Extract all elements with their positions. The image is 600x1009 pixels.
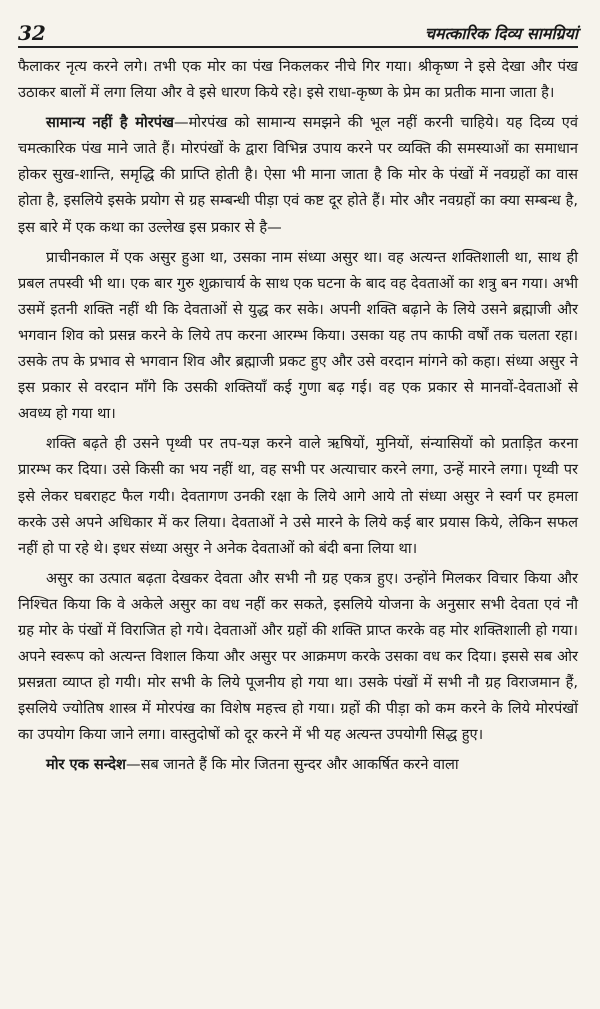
- page-header: [18, 12, 578, 48]
- paragraph: [18, 54, 578, 106]
- paragraph-heading: मोर एक सन्देश: [46, 756, 126, 774]
- paragraph-text: प्राचीनकाल में एक असुर हुआ था, उसका नाम संध्या असुर था। वह अत्यन्त शक्तिशाली था, साथ ही प्रबल तपस्वी भी था। एक बार गुरु शुक्राचार्य के साथ एक घटना के बाद वह देवताओं का शत्रु बन गया। अभी उसमें इतनी शक्ति नहीं थी कि देवताओं से युद्ध कर सके। अपनी शक्ति बढ़ाने के लिये उसने ब्रह्माजी और भगवान शिव को प्रसन्न करने के लिये तप करना आरम्भ किया। उसका यह तप काफी वर्षों तक चलता रहा। उसके तप के प्रभाव से भगवान शिव और ब्रह्माजी प्रकट हुए और उसे वरदान मांगने को कहा। संध्या असुर ने इस प्रकार से वरदान माँगे कि उसकी शक्तियाँ कई गुणा बढ़ गई। वह एक प्रकार से मानवों-देवताओं से अवध्य हो गया था।: [18, 248, 578, 423]
- running-title: चमत्कारिक दिव्य सामग्रियां: [424, 24, 578, 43]
- paragraph: [18, 752, 578, 778]
- paragraph-text: —सब जानते हैं कि मोर जितना सुन्दर और आकर्षित करने वाला: [125, 756, 459, 774]
- paragraph-heading: सामान्य नहीं है मोरपंख: [46, 114, 174, 132]
- body-text: [18, 54, 578, 779]
- paragraph-text: असुर का उत्पात बढ़ता देखकर देवता और सभी नौ ग्रह एकत्र हुए। उन्होंने मिलकर विचार किया और निश्चित किया कि वे अकेले असुर का वध नहीं कर सकते, इसलिये योजना के अनुसार सभी देवता एवं नौ ग्रह मोर के पंखों में विराजित हो गये। देवताओं और ग्रहों की शक्ति प्राप्त करके वह मोर शक्तिशाली हो गया। अपने स्वरूप को अत्यन्त विशाल किया और असुर पर आक्रमण करके उसका वध कर दिया। इससे सब ओर प्रसन्नता व्याप्त हो गयी। मोर सभी के लिये पूजनीय हो गया था। उसके पंखों में सभी नौ ग्रह विराजमान हैं, इसलिये ज्योतिष शास्त्र में मोरपंख का विशेष महत्त्व हो गया। ग्रहों की पीड़ा को कम करने के लिये मोरपंखों का उपयोग किया जाने लगा। वास्तुदोषों को दूर करने में भी यह अत्यन्त उपयोगी सिद्ध हुए।: [18, 569, 578, 744]
- paragraph-text: —मोरपंख को सामान्य समझने की भूल नहीं करनी चाहिये। यह दिव्य एवं चमत्कारिक पंख माने जाते हैं। मोरपंखों के द्वारा विभिन्न उपाय करने पर व्यक्ति की समस्याओं का समाधान होकर सुख-शान्ति, समृद्धि की प्राप्ति होती है। ऐसा भी माना जाता है कि मोर के पंखों में नवग्रहों का वास होता है, इसलिये इसके प्रयोग से ग्रह सम्बन्धी पीड़ा एवं कष्ट दूर होते हैं। मोर और नवग्रहों का क्या सम्बन्ध है, इस बारे में एक कथा का उल्लेख इस प्रकार से है—: [18, 114, 578, 236]
- paragraph-text: शक्ति बढ़ते ही उसने पृथ्वी पर तप-यज्ञ करने वाले ऋषियों, मुनियों, संन्यासियों को प्रताड़ित करना प्रारम्भ कर दिया। उसे किसी का भय नहीं था, वह सभी पर अत्याचार करने लगा, उन्हें मारने लगा। पृथ्वी पर इसे लेकर घबराहट फैल गयी। देवतागण उनकी रक्षा के लिये आगे आये तो संध्या असुर ने स्वर्ग पर हमला करके उसे अपने अधिकार में कर लिया। देवताओं ने उसे मारने के लिये कई बार प्रयास किये, लेकिन सफल नहीं हो पा रहे थे। इधर संध्या असुर ने अनेक देवताओं को बंदी बना लिया था।: [18, 435, 578, 557]
- paragraph-text: फैलाकर नृत्य करने लगे। तभी एक मोर का पंख निकलकर नीचे गिर गया। श्रीकृष्ण ने इसे देखा और पंख उठाकर बालों में लगा लिया और वे इसे धारण किये रहे। इसे राधा-कृष्ण के प्रेम का प्रतीक माना जाता है।: [18, 58, 578, 102]
- paragraph: [18, 431, 578, 561]
- paragraph: [18, 110, 578, 240]
- paragraph: [18, 245, 578, 428]
- page-number: 32: [18, 21, 46, 45]
- paragraph: [18, 566, 578, 749]
